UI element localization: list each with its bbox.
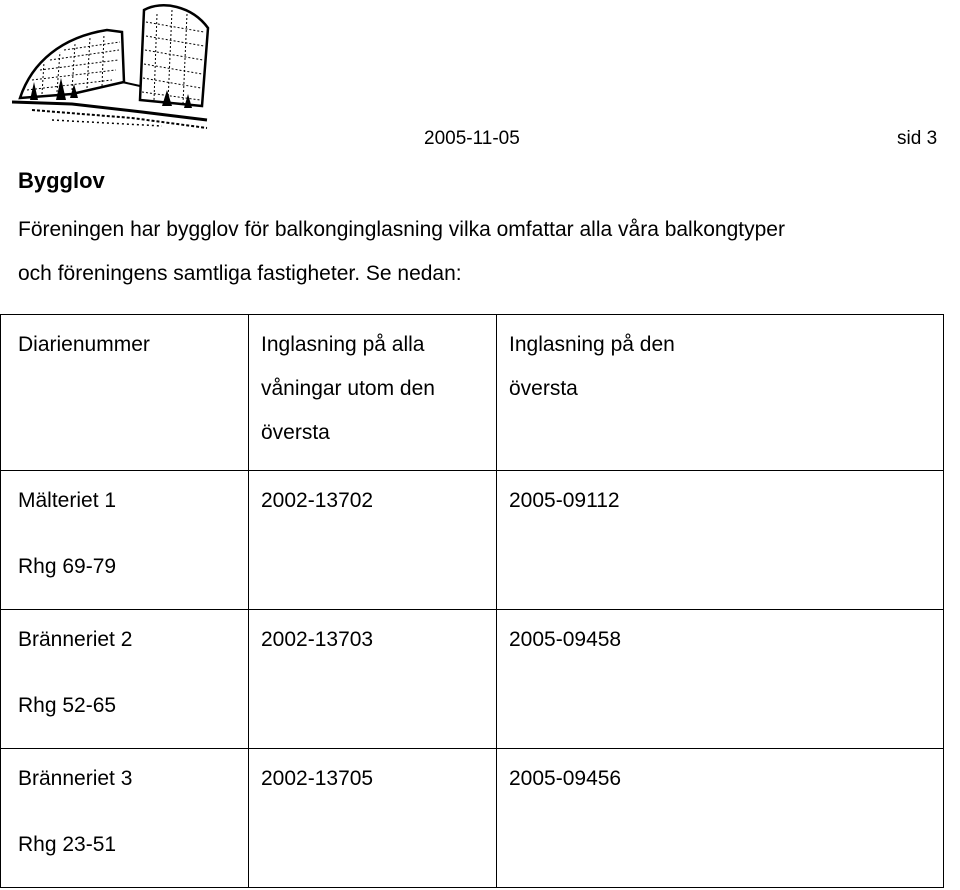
table-row <box>1 610 944 749</box>
header-text: våningar utom den <box>261 377 435 400</box>
top-floor-cell: 2005-09456 <box>497 749 944 888</box>
header-diarienummer <box>1 315 249 471</box>
header-text: översta <box>509 377 578 400</box>
header-text: Diarienummer <box>18 333 150 356</box>
building-logo-svg <box>12 2 212 134</box>
all-floors-cell: 2002-13705 <box>249 749 497 888</box>
property-name: Bränneriet 2 <box>18 628 133 652</box>
building-logo-icon <box>12 2 212 134</box>
header-all-floors <box>249 315 497 471</box>
header-top-floor <box>497 315 944 471</box>
table-header-row <box>1 315 944 471</box>
property-name: Mälteriet 1 <box>18 489 117 513</box>
header-text: Inglasning på den <box>509 333 675 356</box>
table-row <box>1 749 944 888</box>
property-name: Bränneriet 3 <box>18 767 133 791</box>
property-address: Rhg 52-65 <box>18 694 117 718</box>
top-floor-cell: 2005-09112 <box>497 471 944 610</box>
all-floors-cell: 2002-13703 <box>249 610 497 749</box>
property-address: Rhg 23-51 <box>18 833 117 857</box>
top-floor-cell: 2005-09458 <box>497 610 944 749</box>
table-row <box>1 471 944 610</box>
paragraph-line: Föreningen har bygglov för balkonginglasning vilka omfattar alla våra balkongtyper <box>18 218 785 241</box>
section-paragraph <box>18 208 953 296</box>
all-floors-cell: 2002-13702 <box>249 471 497 610</box>
permit-table <box>0 314 944 888</box>
header-text: översta <box>261 421 330 444</box>
property-cell <box>1 471 249 610</box>
header-text: Inglasning på alla <box>261 333 425 356</box>
property-address: Rhg 69-79 <box>18 555 117 579</box>
paragraph-line: och föreningens samtliga fastigheter. Se nedan: <box>18 262 462 285</box>
property-cell <box>1 610 249 749</box>
section-title: Bygglov <box>18 168 105 193</box>
document-date: 2005-11-05 <box>424 128 520 149</box>
page-number: sid 3 <box>897 128 938 149</box>
property-cell <box>1 749 249 888</box>
